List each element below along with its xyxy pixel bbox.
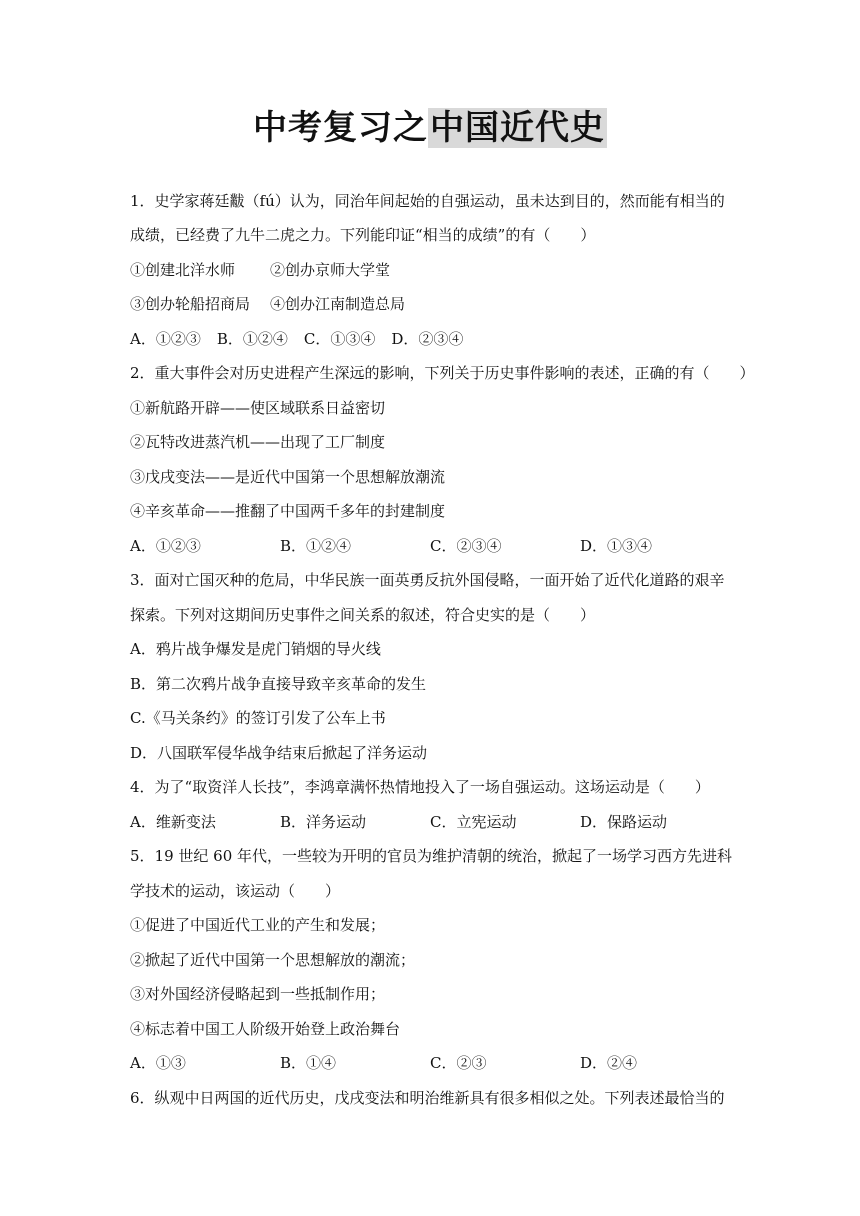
q1-options	[130, 329, 740, 349]
q6-stem-line1: 6．纵观中日两国的近代历史，戊戌变法和明治维新具有很多相似之处。下列表述最恰当的	[130, 1089, 725, 1107]
q5-stem-line2: 学技术的运动，该运动（ ）	[130, 882, 341, 900]
title-highlighted-part: 中国近代史	[430, 108, 605, 148]
q2-item2: ②瓦特改进蒸汽机——出现了工厂制度	[130, 433, 386, 451]
q5-option-b: B．①④	[280, 1054, 337, 1072]
q3-option-c: C.《马关条约》的签订引发了公车上书	[130, 709, 386, 727]
q5-option-a: A．①③	[130, 1054, 186, 1072]
q5-options	[130, 1053, 740, 1073]
q2-option-a: A．①②③	[130, 537, 201, 555]
q4-option-b: B．洋务运动	[280, 813, 367, 831]
q2-options	[130, 536, 740, 556]
q1-items-row1	[130, 260, 740, 280]
page-title	[0, 106, 860, 150]
q5-item3: ③对外国经济侵略起到一些抵制作用；	[130, 985, 386, 1003]
q1-item1: ①创建北洋水师	[130, 261, 236, 279]
q3-option-d: D．八国联军侵华战争结束后掀起了洋务运动	[130, 744, 428, 762]
q5-option-c: C．②③	[430, 1054, 487, 1072]
q3-stem-line1: 3．面对亡国灭种的危局，中华民族一面英勇反抗外国侵略，一面开始了近代化道路的艰辛	[130, 571, 725, 589]
q1-stem-line2: 成绩，已经费了九牛二虎之力。下列能印证“相当的成绩”的有（ ）	[130, 226, 596, 244]
q2-item1: ①新航路开辟——使区域联系日益密切	[130, 399, 386, 417]
q2-item4: ④辛亥革命——推翻了中国两千多年的封建制度	[130, 502, 446, 520]
q2-stem: 2．重大事件会对历史进程产生深远的影响，下列关于历史事件影响的表述，正确的有（ ）	[130, 364, 755, 382]
q1-item3: ③创办轮船招商局	[130, 295, 251, 313]
q5-item4: ④标志着中国工人阶级开始登上政治舞台	[130, 1020, 401, 1038]
q1-option-d: D．②③④	[391, 330, 464, 348]
q4-option-a: A．维新变法	[130, 813, 216, 831]
q5-stem-line1: 5．19 世纪 60 年代，一些较为开明的官员为维护清朝的统治，掀起了一场学习西方先进科	[130, 847, 733, 865]
q2-option-d: D．①③④	[580, 537, 653, 555]
q1-item2: ②创办京师大学堂	[270, 261, 391, 279]
q4-option-d: D．保路运动	[580, 813, 668, 831]
q1-option-a: A．①②③	[130, 330, 201, 348]
q3-option-a: A．鸦片战争爆发是虎门销烟的导火线	[130, 640, 381, 658]
q2-option-b: B．①②④	[280, 537, 352, 555]
title-part1: 中考复习之	[253, 108, 428, 148]
q3-option-b: B．第二次鸦片战争直接导致辛亥革命的发生	[130, 675, 427, 693]
q5-item1: ①促进了中国近代工业的产生和发展；	[130, 916, 386, 934]
q1-option-b: B．①②④	[216, 330, 288, 348]
q3-stem-line2: 探索。下列对这期间历史事件之间关系的叙述，符合史实的是（ ）	[130, 606, 596, 624]
q5-item2: ②掀起了近代中国第一个思想解放的潮流；	[130, 951, 416, 969]
q1-option-c: C．①③④	[303, 330, 376, 348]
q4-options	[130, 812, 740, 832]
q1-item4: ④创办江南制造总局	[270, 295, 406, 313]
q4-option-c: C．立宪运动	[430, 813, 517, 831]
q1-items-row2	[130, 294, 740, 314]
q1-stem-line1: 1．史学家蒋廷黻（fú）认为，同治年间起始的自强运动，虽未达到目的，然而能有相当的	[130, 192, 725, 210]
q2-item3: ③戊戌变法——是近代中国第一个思想解放潮流	[130, 468, 446, 486]
q4-stem: 4．为了“取资洋人长技”，李鸿章满怀热情地投入了一场自强运动。这场运动是（ ）	[130, 778, 710, 796]
q5-option-d: D．②④	[580, 1054, 638, 1072]
q2-option-c: C．②③④	[430, 537, 502, 555]
